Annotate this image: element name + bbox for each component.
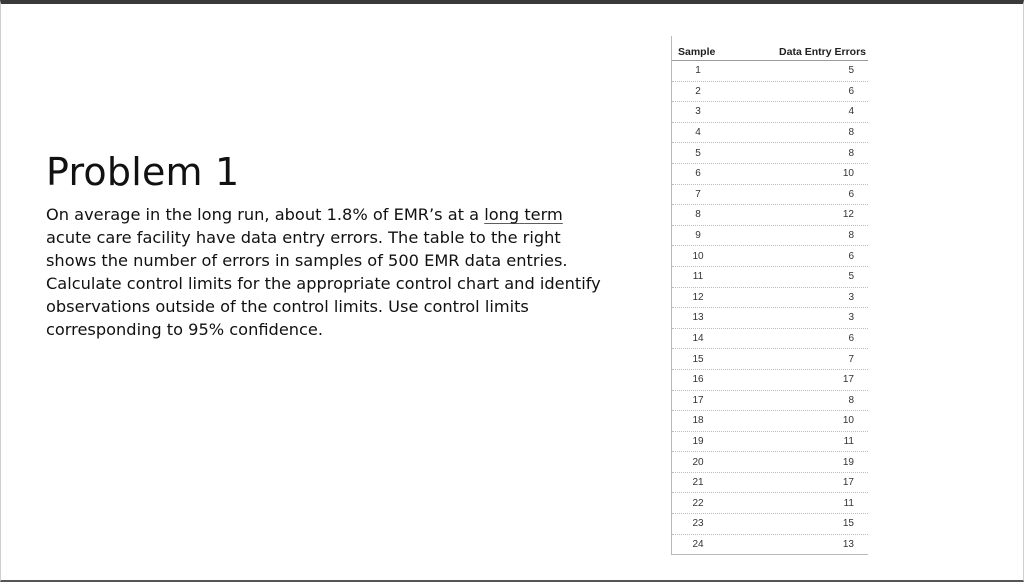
cell-errors: 19: [842, 456, 854, 468]
cell-errors: 6: [848, 250, 854, 262]
cell-errors: 3: [848, 312, 854, 324]
cell-sample: 10: [692, 250, 704, 262]
cell-sample: 12: [692, 291, 704, 303]
cell-errors: 3: [848, 291, 854, 303]
spellcheck-word-term[interactable]: term: [524, 205, 563, 224]
table-row: [672, 308, 868, 329]
cell-errors: 6: [848, 333, 854, 345]
table-body: [672, 61, 868, 554]
cell-sample: 14: [692, 333, 704, 345]
cell-errors: 6: [848, 188, 854, 200]
cell-errors: 10: [842, 168, 854, 180]
table-row: [672, 370, 868, 391]
cell-sample: 7: [695, 188, 701, 200]
column-header-sample: Sample: [678, 46, 716, 58]
cell-errors: 17: [842, 374, 854, 386]
cell-errors: 15: [842, 518, 854, 530]
cell-errors: 11: [843, 435, 854, 447]
table-row: [672, 246, 868, 267]
cell-errors: 6: [848, 85, 854, 97]
table-row: [672, 267, 868, 288]
cell-sample: 19: [692, 435, 704, 447]
table-row: [672, 164, 868, 185]
table-row: [672, 205, 868, 226]
table-row: [672, 123, 868, 144]
table-row: [672, 535, 868, 555]
cell-sample: 9: [695, 230, 701, 242]
cell-errors: 11: [843, 497, 854, 509]
table-row: [672, 493, 868, 514]
table-row: [672, 226, 868, 247]
cell-sample: 3: [695, 106, 701, 118]
cell-errors: 17: [842, 477, 854, 489]
cell-sample: 16: [692, 374, 704, 386]
table-row: [672, 288, 868, 309]
cell-sample: 6: [695, 168, 701, 180]
cell-sample: 17: [692, 394, 704, 406]
cell-sample: 15: [692, 353, 704, 365]
table-row: [672, 411, 868, 432]
problem-text-after: acute care facility have data entry errors. The table to the right shows the number of errors in samples of 500 EMR data entries. Calculate control limits for the appropriate control chart and identify observations outside of the control limits. Use control limits corresponding to 95% confidence.: [46, 227, 601, 339]
cell-sample: 20: [692, 456, 704, 468]
cell-sample: 11: [692, 271, 704, 283]
cell-sample: 18: [692, 415, 704, 427]
cell-sample: 5: [695, 147, 701, 159]
cell-errors: 4: [848, 106, 854, 118]
column-header-errors: Data Entry Errors: [779, 46, 866, 58]
table-row: [672, 61, 868, 82]
cell-errors: 8: [848, 394, 854, 406]
table-row: [672, 185, 868, 206]
cell-sample: 24: [692, 538, 704, 550]
cell-sample: 13: [692, 312, 704, 324]
table-row: [672, 391, 868, 412]
table-row: [672, 349, 868, 370]
table-row: [672, 452, 868, 473]
cell-sample: 21: [692, 477, 704, 489]
cell-errors: 7: [848, 353, 854, 365]
cell-errors: 10: [842, 415, 854, 427]
cell-sample: 2: [695, 85, 701, 97]
table-header: [672, 36, 868, 61]
table-row: [672, 329, 868, 350]
problem-text-before: On average in the long run, about 1.8% of EMR’s at a: [46, 205, 485, 224]
cell-errors: 8: [848, 147, 854, 159]
table-row: [672, 102, 868, 123]
problem-statement: [46, 204, 606, 341]
cell-sample: 23: [692, 518, 704, 530]
problem-title: Problem 1: [46, 150, 240, 194]
table-row: [672, 82, 868, 103]
cell-errors: 8: [848, 127, 854, 139]
data-entry-errors-table: [671, 36, 868, 555]
cell-sample: 1: [695, 65, 701, 77]
cell-sample: 8: [695, 209, 701, 221]
cell-errors: 13: [842, 538, 854, 550]
cell-errors: 12: [842, 209, 854, 221]
table-row: [672, 432, 868, 453]
cell-sample: 22: [692, 497, 704, 509]
spellcheck-word-long[interactable]: long: [484, 205, 520, 224]
cell-errors: 5: [848, 271, 854, 283]
cell-errors: 8: [848, 230, 854, 242]
table-row: [672, 473, 868, 494]
cell-sample: 4: [695, 127, 701, 139]
table-row: [672, 143, 868, 164]
table-row: [672, 514, 868, 535]
cell-errors: 5: [848, 65, 854, 77]
